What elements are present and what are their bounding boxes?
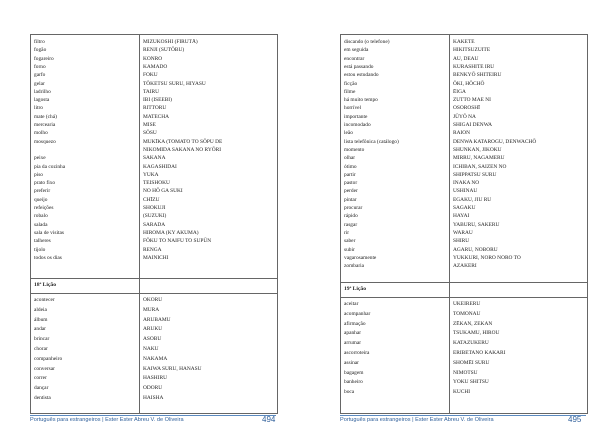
vocab-row: [341, 147, 587, 154]
vocab-row: [341, 213, 587, 220]
vocab-row: [341, 64, 587, 71]
vocab-row: [31, 172, 277, 179]
portuguese-term: álbum: [34, 316, 48, 323]
vocab-row: [341, 105, 587, 112]
portuguese-term: rápido: [344, 213, 358, 220]
japanese-term: SARADA: [143, 221, 166, 228]
footer-rule: [30, 415, 276, 416]
vocab-row: [31, 385, 277, 392]
japanese-term: TOMONAU: [453, 310, 481, 317]
portuguese-term: refeições: [34, 205, 54, 211]
japanese-term: NIMOTSU: [453, 369, 478, 376]
vocab-row: [31, 222, 277, 229]
vocab-row: [31, 164, 277, 171]
japanese-term: OSOROSHĪ: [453, 105, 480, 112]
portuguese-term: mosquezo: [34, 138, 56, 145]
vocabulary-table-right: [340, 34, 588, 414]
japanese-term: RENJI (SUTŌBU): [143, 47, 185, 54]
japanese-term: NAKAMA: [143, 355, 168, 362]
vocab-row: [341, 370, 587, 377]
japanese-term: AZAKERI: [453, 263, 477, 270]
japanese-term: IBI (ISEEBI): [143, 97, 172, 104]
portuguese-term: há muito tempo: [344, 97, 378, 104]
vocab-row: [31, 56, 277, 63]
portuguese-term: ótimo: [344, 163, 357, 170]
portuguese-term: horrível: [344, 105, 362, 112]
portuguese-term: garfo: [34, 72, 46, 79]
page-number: 495: [568, 415, 582, 424]
right-page: [300, 0, 600, 424]
japanese-term: NAKU: [143, 346, 159, 352]
portuguese-term: arrumar: [344, 340, 362, 347]
vocab-row: [341, 379, 587, 386]
japanese-term: SHOMĒI SURU: [453, 359, 490, 366]
vocab-row: [31, 213, 277, 220]
vocab-row: [31, 114, 277, 121]
japanese-term: ZĒKAN, ZEKAN: [453, 320, 493, 327]
vocab-row: [341, 311, 587, 318]
lesson-title: 19ª Lição: [344, 286, 367, 292]
portuguese-term: rasgar: [344, 221, 358, 228]
japanese-term: HIROMA (KY AKUMA): [143, 229, 199, 236]
japanese-term: SAKANA: [143, 155, 166, 162]
portuguese-term: todos os dias: [34, 254, 62, 261]
japanese-term: JŪYŌ NA: [453, 113, 476, 120]
japanese-term: OKORU: [143, 297, 163, 303]
portuguese-term: filme: [344, 88, 356, 95]
japanese-term: ODORU: [143, 385, 163, 392]
japanese-term: KAIWA SURU, HANASU: [143, 365, 202, 372]
japanese-term: NIKOMIDA SAKANA NO RYŌRI: [143, 146, 222, 153]
portuguese-term: dançar: [34, 385, 49, 392]
vocab-row: [31, 188, 277, 195]
japanese-term: USHINAU: [453, 188, 478, 195]
vocab-row: [31, 197, 277, 204]
vocab-row: [341, 247, 587, 254]
portuguese-term: olhar: [344, 155, 356, 162]
vocab-row: [341, 222, 587, 229]
vocab-row: [31, 307, 277, 314]
vocab-row: [341, 230, 587, 237]
vocab-row: [341, 301, 587, 308]
vocab-row: [31, 317, 277, 324]
portuguese-term: fogareiro: [34, 55, 54, 62]
vocab-row: [341, 188, 587, 195]
portuguese-term: prato fixo: [34, 180, 56, 187]
vocab-row: [341, 238, 587, 245]
vocab-row: [31, 205, 277, 212]
portuguese-term: molho: [34, 130, 48, 137]
vocab-row: [31, 105, 277, 112]
japanese-term: TAIRU: [143, 88, 160, 95]
portuguese-term: sala de visitas: [34, 229, 64, 236]
portuguese-term: perder: [344, 188, 358, 195]
portuguese-term: mercearia: [34, 122, 56, 128]
vocab-row: [341, 350, 587, 357]
portuguese-term: robalo: [34, 213, 48, 220]
portuguese-term: filtro: [34, 39, 45, 45]
vocab-row: [31, 375, 277, 382]
vocab-row: [341, 172, 587, 179]
vocab-row: [31, 180, 277, 187]
vocab-row: [31, 238, 277, 245]
vocab-row: [341, 155, 587, 162]
vocab-row: [341, 180, 587, 187]
portuguese-term: ascorroteira: [344, 350, 370, 356]
portuguese-term: bagagem: [344, 369, 364, 376]
portuguese-term: apanhar: [344, 330, 362, 337]
japanese-term: YUKKURI, NORO NORO TO: [453, 254, 521, 261]
vocab-row: [341, 255, 587, 262]
portuguese-term: correr: [34, 375, 47, 382]
vocab-row: [341, 97, 587, 104]
japanese-term: ASOBU: [143, 336, 162, 343]
japanese-term: MURA: [143, 306, 160, 313]
vocab-row: [31, 336, 277, 343]
vocab-row: [31, 39, 277, 46]
vocab-row: [341, 330, 587, 337]
portuguese-term: vagarosamente: [344, 254, 377, 261]
portuguese-term: ladrilho: [34, 88, 51, 95]
vocab-row: [31, 47, 277, 54]
vocab-row: [341, 321, 587, 328]
portuguese-term: preferir: [34, 188, 51, 195]
vocab-row: [341, 114, 587, 121]
vocab-row: [31, 64, 277, 71]
portuguese-term: fogão: [34, 47, 47, 54]
japanese-term: RITTORU: [143, 105, 167, 112]
vocab-row: [31, 356, 277, 363]
japanese-term: EGAKU, JIU RU: [453, 196, 492, 203]
portuguese-term: tijolo: [34, 246, 46, 253]
portuguese-term: gelar: [34, 80, 45, 87]
vocab-row: [31, 155, 277, 162]
vocab-row: [341, 81, 587, 88]
japanese-term: KAMADO: [143, 63, 168, 70]
vocab-row: [31, 366, 277, 373]
vocabulary-table-left: [30, 34, 278, 414]
portuguese-term: procurar: [344, 205, 363, 211]
portuguese-term: subir: [344, 246, 355, 253]
vocab-row: [31, 147, 277, 154]
portuguese-term: estou estudando: [344, 72, 379, 79]
japanese-term: (SUZUKI): [143, 213, 167, 220]
portuguese-term: leão: [344, 130, 353, 137]
portuguese-term: forno: [34, 63, 46, 70]
vocab-row: [31, 230, 277, 237]
portuguese-term: dentista: [34, 395, 51, 401]
japanese-term: KURASHITE IRU: [453, 63, 495, 70]
japanese-term: SHUNKAN, JIKOKU: [453, 146, 502, 153]
portuguese-term: partir: [344, 171, 356, 178]
japanese-term: INAKA NO: [453, 180, 480, 187]
japanese-term: YABURU, SAKERU: [453, 221, 500, 228]
section-divider: [31, 278, 277, 279]
japanese-term: TŌKETSU SURU, HIYASU: [143, 80, 206, 87]
portuguese-term: zombaria: [344, 263, 365, 270]
portuguese-term: andar: [34, 326, 46, 333]
vocab-row: [341, 139, 587, 146]
japanese-term: MUKĪKA (TOMATO TO SŌPU DE: [143, 138, 223, 145]
japanese-term: MIRRU, NAGAMERU: [453, 155, 505, 162]
japanese-term: ICHIBAN, SAIZEN NO: [453, 163, 507, 170]
portuguese-term: companheiro: [34, 355, 63, 362]
japanese-term: MATECHA: [143, 113, 170, 120]
portuguese-term: salada: [34, 221, 48, 228]
japanese-term: AGARU, NOBORU: [453, 246, 498, 253]
japanese-term: ARUBAMU: [143, 316, 171, 323]
vocab-row: [341, 39, 587, 46]
japanese-term: SHIGAI DENWA: [453, 122, 493, 128]
vocab-row: [31, 395, 277, 402]
japanese-term: RENGA: [143, 246, 162, 253]
vocab-row: [341, 197, 587, 204]
page-number: 494: [262, 415, 276, 424]
japanese-term: KAGASHIDAI: [143, 163, 177, 170]
japanese-term: AU, DEAU: [453, 55, 479, 62]
vocab-row: [31, 326, 277, 333]
portuguese-term: talheres: [34, 238, 51, 245]
vocab-row: [341, 122, 587, 129]
japanese-term: KONRO: [143, 55, 163, 62]
japanese-term: KUCHI: [453, 389, 471, 396]
japanese-term: HAISHA: [143, 395, 164, 401]
vocab-row: [341, 56, 587, 63]
portuguese-term: chorar: [34, 346, 48, 352]
japanese-term: ŌKI, HŌCHŌ: [453, 80, 485, 87]
vocab-row: [31, 139, 277, 146]
vocab-row: [341, 263, 587, 270]
japanese-term: HAYAI: [453, 213, 470, 220]
japanese-term: KAKETE: [453, 39, 475, 45]
portuguese-term: litro: [34, 105, 43, 112]
portuguese-term: pia da cozinha: [34, 163, 66, 170]
vocab-row: [31, 97, 277, 104]
portuguese-term: brincar: [34, 336, 50, 343]
portuguese-term: está passando: [344, 63, 374, 70]
portuguese-term: aldeia: [34, 306, 47, 313]
footer-text: Português para estrangeiros | Ester Ester Abreu V. de Oliveira: [30, 417, 184, 423]
portuguese-term: mate (chá): [34, 113, 57, 120]
portuguese-term: boca: [344, 389, 355, 396]
vocab-row: [341, 205, 587, 212]
portuguese-term: assinar: [344, 359, 359, 366]
portuguese-term: acontecer: [34, 297, 55, 303]
japanese-term: FOKU: [143, 72, 158, 79]
vocab-row: [31, 255, 277, 262]
japanese-term: SAGAKU: [453, 205, 476, 211]
portuguese-term: banheiro: [344, 379, 363, 386]
footer-rule: [340, 415, 586, 416]
vocab-row: [31, 81, 277, 88]
vocab-row: [31, 89, 277, 96]
section-divider: [341, 282, 587, 283]
japanese-term: ERIBETANO KAKARI: [453, 350, 506, 356]
japanese-term: CHĪZU: [143, 196, 160, 203]
vocab-row: [341, 72, 587, 79]
japanese-term: MISE: [143, 122, 156, 128]
portuguese-term: pastor: [344, 180, 358, 187]
portuguese-term: lagosta: [34, 97, 50, 104]
japanese-term: SŌSU: [143, 130, 157, 137]
section-divider: [341, 297, 587, 298]
japanese-term: DENWA KATAROGU, DENWACHŌ: [453, 138, 537, 145]
portuguese-term: importante: [344, 113, 368, 120]
japanese-term: TEISHOKU: [143, 180, 170, 187]
vocab-row: [341, 389, 587, 396]
vocab-row: [31, 247, 277, 254]
japanese-term: HASHIRU: [143, 375, 167, 382]
japanese-term: NO HŌ GA SUKI: [143, 188, 183, 195]
footer-text: Português para estrangeiros | Ester Ester Abreu V. de Oliveira: [340, 417, 494, 423]
portuguese-term: aceitar: [344, 301, 359, 307]
portuguese-term: incomodado: [344, 122, 371, 128]
section-divider: [31, 293, 277, 294]
japanese-term: ĒIGA: [453, 88, 466, 95]
vocab-row: [31, 122, 277, 129]
portuguese-term: discando (o telefone): [344, 39, 390, 45]
portuguese-term: pintar: [344, 196, 357, 203]
portuguese-term: momento: [344, 146, 365, 153]
vocab-row: [341, 340, 587, 347]
portuguese-term: saber: [344, 238, 356, 245]
portuguese-term: queijo: [34, 196, 48, 203]
vocab-row: [341, 360, 587, 367]
portuguese-term: acompanhar: [344, 310, 371, 317]
japanese-term: BENKYŌ SHITEIRU: [453, 72, 502, 79]
japanese-term: SHOKUJI: [143, 205, 166, 211]
portuguese-term: em seguida: [344, 47, 369, 54]
vocab-row: [31, 346, 277, 353]
japanese-term: KATAZUKERU: [453, 340, 489, 347]
japanese-term: WARAU: [453, 229, 473, 236]
portuguese-term: conversar: [34, 365, 55, 372]
portuguese-term: afirmação: [344, 320, 366, 327]
japanese-term: UKEIRERU: [453, 301, 481, 307]
portuguese-term: rir: [344, 229, 350, 236]
vocab-row: [341, 164, 587, 171]
lesson-title: 18ª Lição: [34, 282, 57, 288]
japanese-term: MAINICHI: [143, 254, 169, 261]
vocab-row: [341, 47, 587, 54]
japanese-term: ZUTTO MAE NI: [453, 97, 491, 104]
japanese-term: ARUKU: [143, 326, 163, 333]
japanese-term: SHIPPATSU SURU: [453, 171, 497, 178]
portuguese-term: peixe: [34, 155, 46, 162]
vocab-row: [341, 89, 587, 96]
portuguese-term: ficção: [344, 80, 358, 87]
vocab-row: [31, 297, 277, 304]
portuguese-term: lista telefônica (catálogo): [344, 138, 399, 145]
japanese-term: MIZUKOSHI (FIRUTĀ): [143, 39, 198, 45]
vocab-row: [31, 72, 277, 79]
portuguese-term: encontrar: [344, 55, 365, 62]
japanese-term: YUKA: [143, 171, 159, 178]
japanese-term: YOKU SHITSU: [453, 379, 489, 386]
japanese-term: RAION: [453, 130, 471, 137]
japanese-term: HIKITSUZUITE: [453, 47, 491, 54]
japanese-term: TSUKAMU, HIROU: [453, 330, 500, 337]
vocab-row: [341, 130, 587, 137]
japanese-term: SHIRU: [453, 238, 470, 245]
vocab-row: [31, 130, 277, 137]
portuguese-term: piso: [34, 171, 43, 178]
japanese-term: FŌKU TO NAIFU TO SUPŪN: [143, 238, 212, 245]
